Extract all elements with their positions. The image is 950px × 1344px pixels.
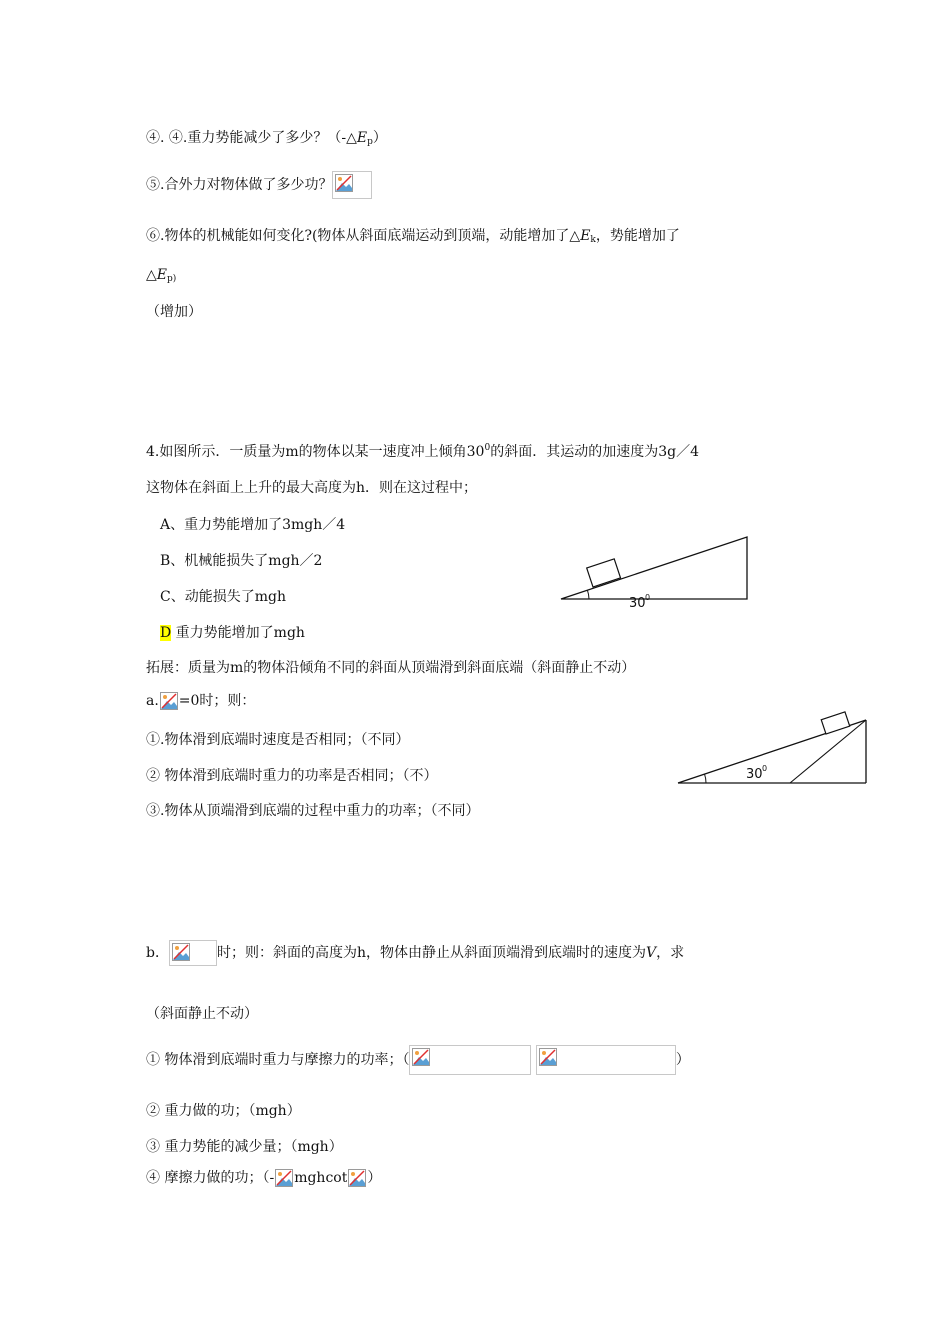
- b-item-2: ② 重力做的功；（mgh）: [146, 1103, 301, 1119]
- b-continuation: （斜面静止不动）: [146, 1006, 258, 1022]
- extension-b-line: [146, 938, 684, 968]
- broken-image-icon: [539, 1048, 557, 1066]
- q4-stem-angle: 30: [466, 444, 485, 460]
- formula-image: [409, 1045, 531, 1075]
- option-text: 、动能损失了mgh: [170, 589, 286, 605]
- item-6-symbol-2: E: [156, 267, 168, 283]
- formula-image: [159, 691, 179, 711]
- q4-stem-degree: 0: [484, 443, 491, 453]
- q4-stem-c: 的斜面．其运动的加速度为: [490, 444, 659, 460]
- q4-stem-line-2: 这物体在斜面上上升的最大高度为h．则在这过程中；: [146, 480, 478, 496]
- item-5-text: ⑤.合外力对物体做了多少功？: [146, 177, 333, 193]
- option-text: 重力势能增加了mgh: [171, 625, 305, 641]
- formula-image: [169, 940, 217, 966]
- b-item-3: ③ 重力势能的减少量；（mgh）: [146, 1139, 343, 1155]
- incline-figure: [555, 530, 755, 612]
- sliding-block: [587, 559, 621, 587]
- option-text: 、机械能损失了mgh／2: [170, 553, 323, 569]
- broken-image-icon: [275, 1169, 293, 1187]
- b-item-1-close: ）: [675, 1052, 690, 1068]
- item-6-cont-line: [146, 265, 176, 289]
- angle-arc: [588, 591, 590, 600]
- item-6-line: [146, 226, 680, 250]
- item-6-answer: （增加）: [146, 304, 202, 320]
- q4-option-b: [160, 551, 322, 571]
- formula-image: [274, 1168, 294, 1188]
- formula-image: [536, 1045, 676, 1075]
- item-4-subscript: p: [367, 137, 373, 147]
- q4-option-d: [160, 623, 305, 643]
- q4-stem-accel: 3g／4: [658, 444, 699, 460]
- option-letter-highlighted: D: [160, 625, 172, 641]
- item-4-close: ）: [372, 130, 387, 146]
- formula-image: [347, 1168, 367, 1188]
- item-6-symbol: E: [580, 228, 591, 244]
- q4-stem-m: m: [285, 444, 299, 460]
- item-6-subscript-2: p): [167, 274, 177, 284]
- broken-image-icon: [160, 692, 178, 710]
- b-item-4-line: [146, 1168, 381, 1188]
- sliding-block: [821, 712, 849, 734]
- b-end: ，求: [656, 945, 685, 961]
- item-5-line: [146, 170, 372, 200]
- a-item-1: ①.物体滑到底端时速度是否相同；（不同）: [146, 732, 410, 748]
- b-prefix: b．: [146, 945, 169, 961]
- q4-option-c: [160, 587, 286, 607]
- angle-label: 30: [746, 767, 763, 782]
- angle-degree: 0: [645, 593, 651, 602]
- a-suffix: =0时；则：: [178, 693, 256, 709]
- item-4-line: [146, 128, 387, 152]
- angle-degree: 0: [762, 764, 768, 773]
- a-prefix: a.: [146, 693, 159, 709]
- q4-stem-a: 4.如图所示．一质量为: [146, 444, 286, 460]
- option-letter: B: [160, 553, 171, 569]
- b-item-4-b: mghcot: [294, 1170, 348, 1186]
- b-item-4-a: ④ 摩擦力做的功；（-: [146, 1170, 275, 1186]
- broken-image-icon: [412, 1048, 430, 1066]
- q4-option-a: [160, 515, 345, 535]
- angle-label: 30: [629, 596, 646, 611]
- a-item-2: ② 物体滑到底端时重力的功率是否相同；（不）: [146, 768, 438, 784]
- a-item-3: ③.物体从顶端滑到底端的过程中重力的功率；（不同）: [146, 803, 480, 819]
- broken-image-icon: [348, 1169, 366, 1187]
- item-6-mid: ，势能增加了: [595, 228, 680, 244]
- b-item-1-line: [146, 1044, 690, 1076]
- option-letter: A: [160, 517, 171, 533]
- q4-stem-line-1: [146, 438, 699, 462]
- item-6-text: ⑥.物体的机械能如何变化?(物体从斜面底端运动到顶端，动能增加了△: [146, 228, 581, 244]
- item-4-symbol: E: [356, 130, 368, 146]
- item-4-text: ④. ④.重力势能减少了多少？（-△: [146, 130, 357, 146]
- option-text: 、重力势能增加了3mgh／4: [170, 517, 346, 533]
- b-item-1-text: ① 物体滑到底端时重力与摩擦力的功率；（: [146, 1052, 410, 1068]
- formula-image: [332, 171, 372, 199]
- item-6-subscript: k: [590, 235, 596, 245]
- extension-title: 拓展：质量为m的物体沿倾角不同的斜面从顶端滑到斜面底端（斜面静止不动）: [146, 660, 636, 676]
- option-letter: C: [160, 589, 171, 605]
- double-incline-figure: [672, 703, 872, 789]
- b-item-4-c: ）: [367, 1170, 382, 1186]
- b-text: 时；则：斜面的高度为h，物体由静止从斜面顶端滑到底端时的速度为: [216, 945, 646, 961]
- broken-image-icon: [335, 174, 353, 192]
- extension-a-line: [146, 691, 255, 711]
- angle-arc: [705, 774, 707, 783]
- item-6-cont: △: [146, 267, 157, 283]
- b-velocity: V: [645, 945, 657, 961]
- broken-image-icon: [172, 943, 190, 961]
- q4-stem-b: 的物体以某一速度冲上倾角: [298, 444, 467, 460]
